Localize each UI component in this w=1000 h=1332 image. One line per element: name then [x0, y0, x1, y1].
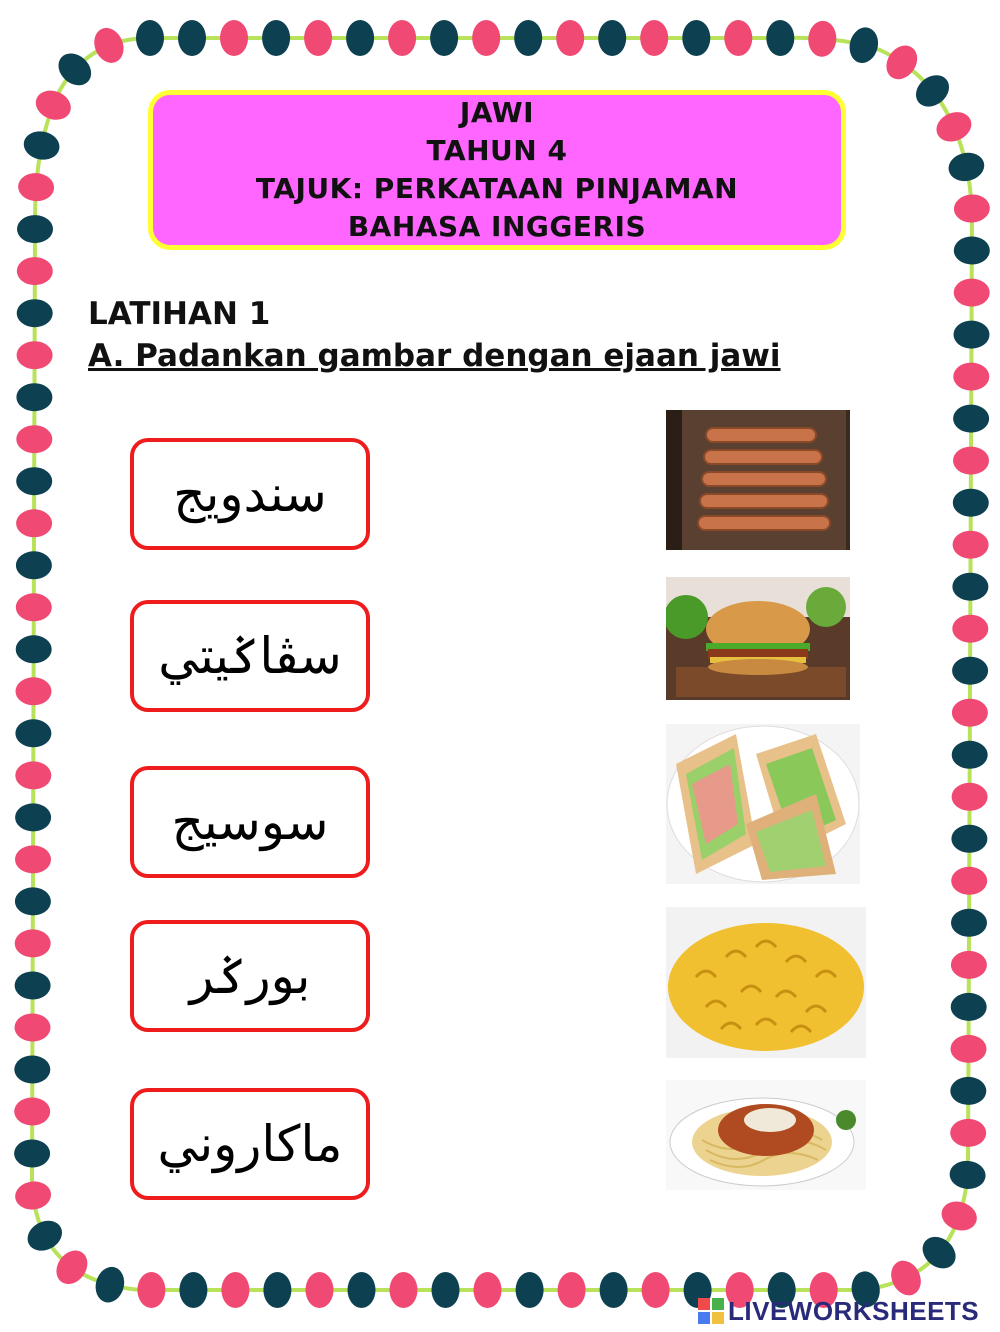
border-dot: [16, 383, 52, 411]
border-dot: [15, 761, 51, 789]
border-dot: [390, 1272, 418, 1308]
border-dot: [642, 1272, 670, 1308]
border-dot: [951, 909, 987, 937]
jawi-word-card-1[interactable]: سندويج: [130, 438, 370, 550]
jawi-word-card-2[interactable]: سڤاݢيتي: [130, 600, 370, 712]
border-dot: [807, 20, 838, 58]
border-dot: [952, 657, 988, 685]
border-dot: [846, 24, 882, 66]
border-dot: [953, 531, 989, 559]
border-dot: [16, 509, 52, 537]
border-dot: [21, 128, 62, 162]
border-dot: [432, 1272, 460, 1308]
border-dot: [951, 951, 987, 979]
border-dot: [952, 741, 988, 769]
border-dot: [932, 107, 976, 147]
border-dot: [953, 447, 989, 475]
border-dot: [14, 1139, 50, 1167]
border-dot: [880, 40, 923, 86]
jawi-word-card-4[interactable]: بورݢر: [130, 920, 370, 1032]
border-dot: [15, 887, 51, 915]
border-dot: [953, 321, 989, 349]
border-dot: [952, 615, 988, 643]
border-dot: [346, 20, 374, 56]
border-dot: [953, 193, 991, 223]
border-dot: [950, 1035, 986, 1063]
macaroni-image[interactable]: [666, 907, 866, 1058]
border-dot: [306, 1272, 334, 1308]
border-dot: [886, 1256, 927, 1301]
border-dot: [766, 20, 794, 56]
border-dot: [17, 341, 53, 369]
border-dot: [640, 20, 668, 56]
border-dot: [474, 1272, 502, 1308]
border-dot: [951, 825, 987, 853]
border-dot: [952, 783, 988, 811]
border-dot: [15, 719, 51, 747]
border-dot: [17, 172, 55, 203]
border-dot: [558, 1272, 586, 1308]
border-dot: [952, 573, 988, 601]
border-dot: [179, 1272, 207, 1308]
border-dot: [16, 635, 52, 663]
border-dot: [952, 699, 988, 727]
border-dot: [951, 867, 987, 895]
border-dot: [15, 845, 51, 873]
border-dot: [14, 1055, 50, 1083]
border-dot: [16, 467, 52, 495]
watermark-text: LIVEWORKSHEETS: [728, 1295, 980, 1326]
border-dot: [682, 20, 710, 56]
topic-subtitle: BAHASA INGGERIS: [347, 210, 647, 243]
border-dot: [946, 149, 987, 184]
grade-title: TAHUN 4: [426, 134, 568, 167]
liveworksheets-logo-icon: [698, 1298, 724, 1324]
liveworksheets-watermark: [698, 1296, 979, 1326]
border-dot: [17, 215, 53, 243]
border-dot: [92, 1264, 128, 1306]
border-dot: [178, 20, 206, 56]
border-dot: [514, 20, 542, 56]
border-dot: [304, 20, 332, 56]
border-dot: [388, 20, 416, 56]
border-dot: [16, 593, 52, 621]
subject-title: JAWI: [459, 96, 535, 129]
border-dot: [15, 929, 51, 957]
border-dot: [953, 363, 989, 391]
border-dot: [724, 20, 752, 56]
border-dot: [17, 299, 53, 327]
burger-image[interactable]: [666, 577, 850, 700]
border-dot: [954, 236, 990, 264]
border-dot: [948, 1159, 986, 1190]
border-dot: [14, 1179, 53, 1211]
border-dot: [16, 425, 52, 453]
jawi-word-card-5[interactable]: ماكاروني: [130, 1088, 370, 1200]
border-dot: [22, 1215, 67, 1256]
border-dot: [136, 20, 164, 56]
border-dot: [15, 803, 51, 831]
border-dot: [556, 20, 584, 56]
border-dot: [954, 279, 990, 307]
border-dot: [14, 1097, 50, 1125]
border-dot: [15, 971, 51, 999]
border-dot: [950, 1119, 986, 1147]
border-dot: [15, 677, 51, 705]
border-dot: [600, 1272, 628, 1308]
spaghetti-image[interactable]: [666, 1080, 866, 1190]
border-dot: [938, 1197, 981, 1235]
jawi-word-card-3[interactable]: سوسيج: [130, 766, 370, 878]
border-dot: [951, 993, 987, 1021]
border-dot: [16, 551, 52, 579]
border-dot: [953, 405, 989, 433]
border-dot: [262, 20, 290, 56]
border-dot: [137, 1272, 165, 1308]
exercise-instruction: A. Padankan gambar dengan ejaan jawi: [88, 338, 781, 374]
sausage-tray-image[interactable]: [666, 410, 850, 550]
border-dot: [221, 1272, 249, 1308]
border-dot: [14, 1013, 50, 1041]
border-dot: [89, 23, 129, 67]
border-dot: [220, 20, 248, 56]
border-dot: [950, 1077, 986, 1105]
border-dot: [17, 257, 53, 285]
title-banner: [148, 90, 846, 250]
border-dot: [472, 20, 500, 56]
border-dot: [31, 86, 75, 125]
topic-title: TAJUK: PERKATAAN PINJAMAN: [255, 172, 739, 205]
border-dot: [430, 20, 458, 56]
border-dot: [263, 1272, 291, 1308]
exercise-title: LATIHAN 1: [88, 296, 271, 332]
border-dot: [953, 489, 989, 517]
border-dot: [348, 1272, 376, 1308]
sandwich-image[interactable]: [666, 724, 860, 884]
border-dot: [516, 1272, 544, 1308]
border-dot: [598, 20, 626, 56]
